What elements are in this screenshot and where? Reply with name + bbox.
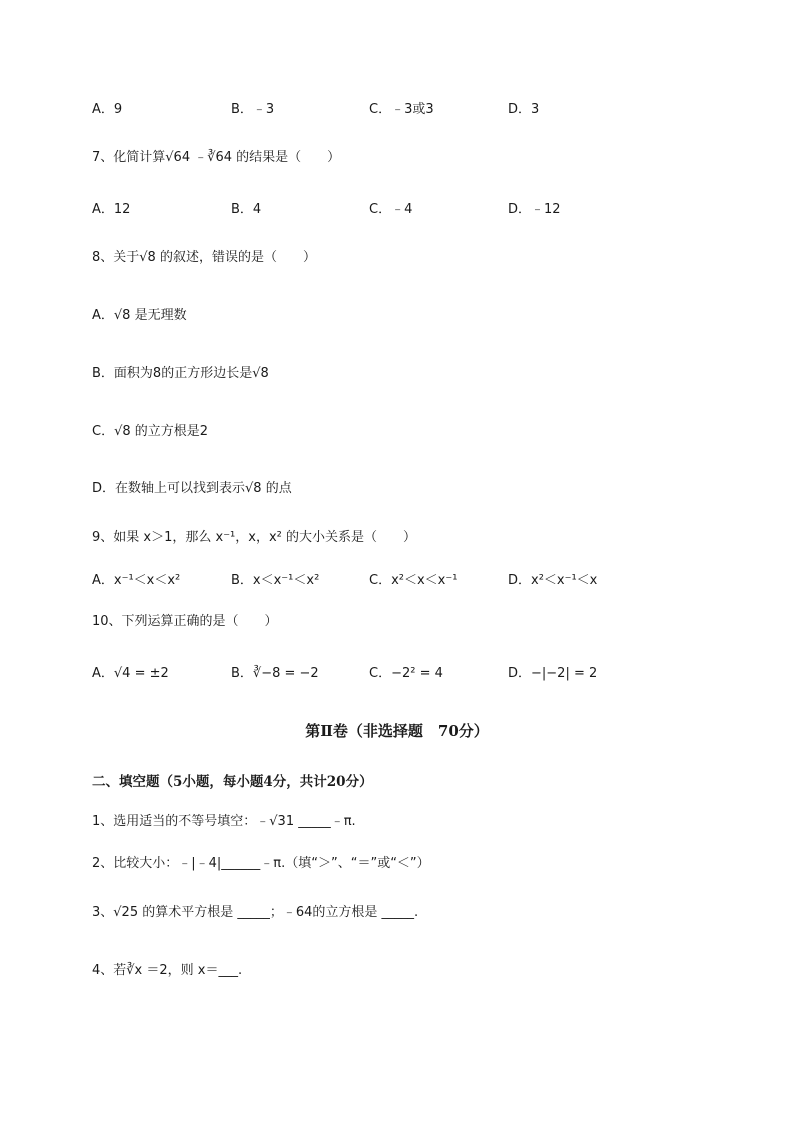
q9-option-d: D．x²＜x⁻¹＜x	[508, 573, 598, 588]
q9-option-c: C．x²＜x＜x⁻¹	[369, 573, 458, 588]
q8-option-d: D．在数轴上可以找到表示√8 的点	[92, 481, 292, 496]
q9-option-a: A．x⁻¹＜x＜x²	[92, 573, 181, 588]
q7-option-b: B．4	[231, 202, 262, 217]
q10-stem: 10、下列运算正确的是（ ）	[92, 614, 278, 629]
q6-option-b: B．﹣3	[231, 102, 275, 117]
q6-option-d: D．3	[508, 102, 540, 117]
q6-option-c: C．﹣3或3	[369, 102, 434, 117]
q7-option-d: D．﹣12	[508, 202, 561, 217]
q6-option-a: A．9	[92, 102, 123, 117]
q9-option-b: B．x＜x⁻¹＜x²	[231, 573, 320, 588]
q8-option-b: B．面积为8的正方形边长是√8	[92, 366, 269, 381]
q10-option-a: A．√4 = ±2	[92, 666, 169, 681]
q10-option-d: D．−|−2| = 2	[508, 666, 598, 681]
fill-question-1: 1、选用适当的不等号填空：﹣√31 _____﹣π.	[92, 814, 356, 829]
q10-option-c: C．−2² = 4	[369, 666, 443, 681]
q8-option-c: C．√8 的立方根是2	[92, 424, 209, 439]
q10-option-b: B．∛−8 = −2	[231, 666, 319, 681]
q7-stem: 7、化简计算√64 ﹣∛64 的结果是（ ）	[92, 150, 341, 165]
q9-stem: 9、如果 x＞1，那么 x⁻¹，x，x² 的大小关系是（ ）	[92, 530, 416, 545]
fill-question-4: 4、若∛x ＝2，则 x＝___.	[92, 963, 243, 978]
part2-title: 第Ⅱ卷（非选择题 70分）	[305, 722, 489, 740]
section2-heading: 二、填空题（5小题，每小题4分，共计20分）	[92, 774, 373, 790]
q8-option-a: A．√8 是无理数	[92, 308, 187, 323]
q8-stem: 8、关于√8 的叙述，错误的是（ ）	[92, 250, 316, 265]
fill-question-3: 3、√25 的算术平方根是 _____；﹣64的立方根是 _____.	[92, 905, 419, 920]
q7-option-c: C．﹣4	[369, 202, 413, 217]
q7-option-a: A．12	[92, 202, 131, 217]
fill-question-2: 2、比较大小：﹣|﹣4|______﹣π.（填“＞”、“＝”或“＜”）	[92, 856, 430, 871]
